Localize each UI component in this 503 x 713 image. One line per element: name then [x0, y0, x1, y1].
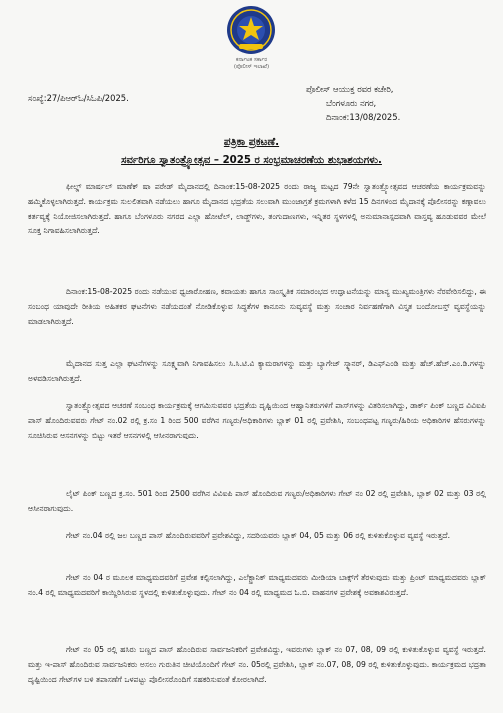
paragraph-4-text: ಸ್ವಾತಂತ್ರ್ಯೋತ್ಸವದ ಆಚರಣೆ ಸಂಬಂಧ ಕಾರ್ಯಕ್ರಮಕ್ಕೆ ಆಗಮಿಸುವವರ ಭದ್ರತೆಯ ದೃಷ್ಟಿಯಿಂದ ಆಹ್ವಾನಿತರುಗಳಿಗೆ ಪಾಸ್‌ಗಳನ್ನು ವಿತರಿಸಲಾಗಿದ್ದು, ಡಾರ್ಕ್ ಪಿಂಕ್ ಬಣ್ಣದ ವಿವಿಐಪಿ ಪಾಸ್ ಹೊಂದಿರುವವರು ಗೇಟ್ ನಂ.02 ರಲ್ಲಿ ಕ್ರ.ಸಂ 1 ರಿಂದ 500 ವರೆಗಿನ ಗಣ್ಯರು/ಅಧಿಕಾರಿಗಳು ಬ್ಲಾಕ್ 01 ರಲ್ಲಿ ಪ್ರವೇಶಿಸಿ, ಸಂಬಂಧಪಟ್ಟ ಗಣ್ಯರು/ಹಿರಿಯ ಅಧಿಕಾರಿಗಳ ಹೆಸರುಗಳನ್ನು ಸೂಚಿಸಿರುವ ಆಸನಗಳನ್ನು ಬಿಟ್ಟು ಇತರೆ ಆಸನಗಳಲ್ಲಿ ಆಸೀನರಾಗುವುದು. [28, 401, 486, 440]
paragraph-8 [28, 643, 486, 687]
logo-caption [200, 57, 303, 71]
paragraph-6 [28, 529, 486, 544]
paragraph-3 [28, 357, 486, 387]
paragraph-1-text: ಫೀಲ್ಡ್ ಮಾರ್ಷಲ್ ಮಾಣೆಕ್ ಷಾ ಪರೇಡ್ ಮೈದಾನದಲ್ಲಿ ದಿನಾಂಕ:15-08-2025 ರಂದು ರಾಜ್ಯ ಮಟ್ಟದ 79ನೇ ಸ್ವಾತಂತ್ರ್ಯೋತ್ಸವದ ಆಚರಣೆಯ ಕಾರ್ಯಕ್ರಮವನ್ನು ಹಮ್ಮಿಕೊಳ್ಳಲಾಗಿರುತ್ತದೆ. ಕಾರ್ಯಕ್ರಮ ಸುಲಲಿತವಾಗಿ ನಡೆಯಲು ಹಾಗೂ ಮೈದಾನದ ಭದ್ರತೆಯ ಸಲುವಾಗಿ ಮುಂಜಾಗ್ರತೆ ಕ್ರಮಗಳಾಗಿ ಕಳೆದ 15 ದಿನಗಳಿಂದ ಮೈದಾನಕ್ಕೆ ಪೊಲೀಸರನ್ನು ಕಣ್ಗಾವಲು ಕರ್ತವ್ಯಕ್ಕೆ ನಿಯೋಜಿಸಲಾಗಿರುತ್ತದೆ. ಹಾಗೂ ಬೆಂಗಳೂರು ನಗರದ ಎಲ್ಲಾ ಹೋಟೆಲ್, ಲಾಡ್ಜ್‌ಗಳು, ತಂಗುದಾಣಗಳು, ಇನ್ನಿತರ ಸ್ಥಳಗಳಲ್ಲಿ ಅನುಮಾನಾಸ್ಪದವಾಗಿ ವಾಸ್ತವ್ಯ ಹೂಡುವವರ ಮೇಲೆ ಸೂಕ್ತ ನಿಗಾವಹಿಸಲಾಗಿರುತ್ತದೆ. [28, 182, 486, 236]
document-subtitle: ಸರ್ವರಿಗೂ ಸ್ವಾತಂತ್ರ್ಯೋತ್ಸವ – 2025 ರ ಸಂಭ್ರಮಾಚರಣೆಯ ಶುಭಾಶಯಗಳು. [121, 155, 382, 166]
paragraph-5-text: ಲೈಟ್ ಪಿಂಕ್ ಬಣ್ಣದ ಕ್ರ.ಸಂ. 501 ರಿಂದ 2500 ವರೆಗಿನ ವಿವಿಐಪಿ ಪಾಸ್ ಹೊಂದಿರುವ ಗಣ್ಯರು/ಅಧಿಕಾರಿಗಳು ಗೇಟ್ ನಂ 02 ರಲ್ಲಿ ಪ್ರವೇಶಿಸಿ, ಬ್ಲಾಕ್ 02 ಮತ್ತು 03 ರಲ್ಲಿ ಆಸೀನರಾಗುವುದು. [28, 489, 486, 513]
paragraph-2-text: ದಿನಾಂಕ:15-08-2025 ರಂದು ನಡೆಯುವ ಧ್ವಜಾರೋಹಣ, ಕವಾಯತು ಹಾಗೂ ಸಾಂಸ್ಕೃತಿಕ ಸಮಾರಂಭದ ಉದ್ಘಾಟನೆಯನ್ನು ಮಾನ್ಯ ಮುಖ್ಯಮಂತ್ರಿಗಳು ನೆರವೇರಿಸಲಿದ್ದು, ಈ ಸಂಬಂಧ ಯಾವುದೇ ರೀತಿಯ ಅಹಿತಕರ ಘಟನೆಗಳು ನಡೆಯದಂತೆ ನೋಡಿಕೊಳ್ಳುವ ಸಿದ್ಧತೆಗಳ ಕಾನೂನು ಸುವ್ಯವಸ್ಥೆ ಮತ್ತು ಸಂಚಾರ ನಿರ್ವಹಣೆಗಾಗಿ ವಿಸ್ತೃತ ಬಂದೋಬಸ್ತ್ ವ್ಯವಸ್ಥೆಯನ್ನು ಮಾಡಲಾಗಿರುತ್ತದೆ. [28, 287, 486, 326]
logo-text: ಕರ್ನಾಟಕ ಸರ್ಕಾರ [235, 57, 268, 63]
police-emblem-icon [225, 4, 277, 56]
logo-subtext: (ಪೊಲೀಸ್ ಇಲಾಖೆ) [233, 64, 270, 70]
office-address [306, 82, 400, 124]
document-title: ಪತ್ರಿಕಾ ಪ್ರಕಟಣೆ. [223, 136, 280, 148]
office-name: ಪೊಲೀಸ್ ಆಯುಕ್ತ ರವರ ಕಚೇರಿ, [306, 84, 394, 94]
paragraph-5 [28, 487, 486, 517]
paragraph-4 [28, 399, 486, 443]
paragraph-7 [28, 571, 486, 601]
paragraph-8-text: ಗೇಟ್ ನಂ 05 ರಲ್ಲಿ ಹಸಿರು ಬಣ್ಣದ ಪಾಸ್ ಹೊಂದಿರುವ ಸಾರ್ವಜನಿಕರಿಗೆ ಪ್ರವೇಶವಿದ್ದು, ಇವರುಗಳು ಬ್ಲಾಕ್ ನಂ 07, 08, 09 ರಲ್ಲಿ ಕುಳಿತುಕೊಳ್ಳುವ ವ್ಯವಸ್ಥೆ ಇರುತ್ತದೆ. ಮತ್ತು ಇ-ಪಾಸ್ ಹೊಂದಿರುವ ಸಾರ್ವಜನಿಕರು ಅಸಲು ಗುರುತಿನ ಚೀಟಿಯೊಂದಿಗೆ ಗೇಟ್ ನಂ. 05ರಲ್ಲಿ ಪ್ರವೇಶಿಸಿ, ಬ್ಲಾಕ್ ನಂ.07, 08, 09 ರಲ್ಲಿ ಕುಳಿತುಕೊಳ್ಳುವುದು. ಕಾರ್ಯಕ್ರಮದ ಭದ್ರತಾ ದೃಷ್ಟಿಯಿಂದ ಗೇಟ್‌ಗಳ ಬಳಿ ತಪಾಸಣೆಗೆ ಒಳಪಟ್ಟು ಪೊಲೀಸರೊಂದಿಗೆ ಸಹಕರಿಸುವಂತೆ ಕೋರಲಾಗಿದೆ. [28, 645, 486, 684]
paragraph-3-text: ಮೈದಾನದ ಸುತ್ತ ಎಲ್ಲಾ ಘಟನೆಗಳನ್ನು ಸೂಕ್ಷ್ಮವಾಗಿ ನಿಗಾವಹಿಸಲು ಸಿ.ಸಿ.ಟಿ.ವಿ ಕ್ಯಾಮರಾಗಳನ್ನು ಮತ್ತು ಬ್ಯಾಗೇಜ್ ಸ್ಕ್ಯಾನರ್, ಡಿಎಫ್‌ಎಂಡಿ ಮತ್ತು ಹೆಚ್.ಹೆಚ್.ಎಂ.ಡಿ.ಗಳನ್ನು ಅಳವಡಿಸಲಾಗಿರುತ್ತದೆ. [28, 359, 486, 383]
office-city: ಬೆಂಗಳೂರು ನಗರ, [326, 98, 377, 108]
release-date: ದಿನಾಂಕ:13/08/2025. [326, 112, 401, 122]
paragraph-1 [28, 180, 486, 239]
paragraph-6-text: ಗೇಟ್ ನಂ.04 ರಲ್ಲಿ ಜಲ ಬಣ್ಣದ ಪಾಸ್ ಹೊಂದಿರುವವರಿಗೆ ಪ್ರವೇಶವಿದ್ದು, ಸದರಿಯವರು ಬ್ಲಾಕ್ 04, 05 ಮತ್ತು 06 ರಲ್ಲಿ ಕುಳಿತುಕೊಳ್ಳುವ ವ್ಯವಸ್ಥೆ ಇರುತ್ತದೆ. [66, 531, 451, 540]
reference-number: ಸಂಖ್ಯೆ:27/ಪಿಆರ್‌ಓ/ಸಿಓಪಿ/2025. [28, 93, 129, 103]
paragraph-2 [28, 285, 486, 329]
paragraph-7-text: ಗೇಟ್ ನಂ 04 ರ ಮೂಲಕ ಮಾಧ್ಯಮದವರಿಗೆ ಪ್ರವೇಶ ಕಲ್ಪಿಸಲಾಗಿದ್ದು, ಎಲೆಕ್ಟ್ರಾನಿಕ್ ಮಾಧ್ಯಮದವರು ಮೀಡಿಯಾ ಬಾಕ್ಸ್‌ಗೆ ತೆರಳುವುದು ಮತ್ತು ಪ್ರಿಂಟ್ ಮಾಧ್ಯಮದವರು ಬ್ಲಾಕ್ ನಂ.4 ರಲ್ಲಿ ಮಾಧ್ಯಮದವರಿಗೆ ಕಾಯ್ದಿರಿಸಿರುವ ಸ್ಥಳದಲ್ಲಿ ಕುಳಿತುಕೊಳ್ಳುವುದು. ಗೇಟ್ ನಂ 04 ರಲ್ಲಿ ಮಾಧ್ಯಮದ ಓ.ಬಿ. ವಾಹನಗಳ ಪ್ರವೇಶಕ್ಕೆ ಅವಕಾಶವಿರುತ್ತದೆ. [28, 573, 486, 597]
